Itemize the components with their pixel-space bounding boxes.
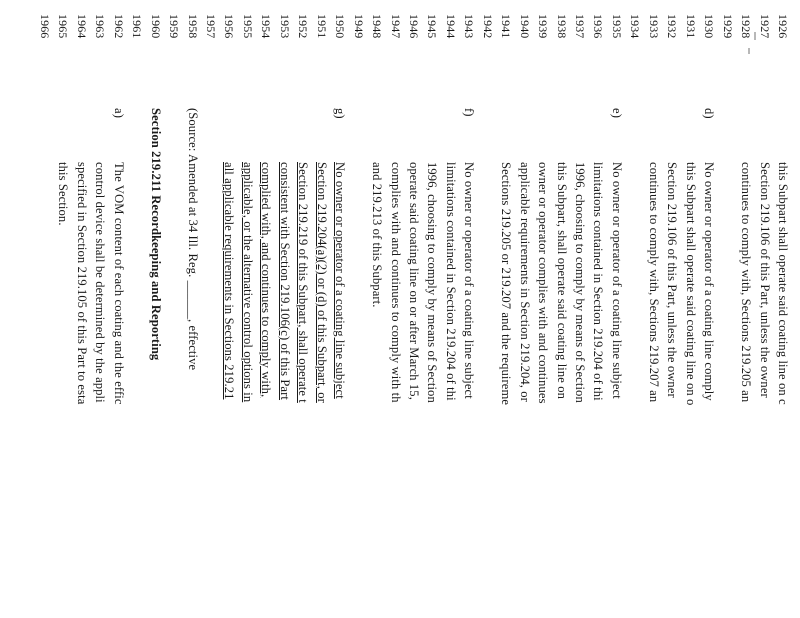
paragraph-line: Section 219.204(a)(2) or (d) of this Subpart, or bbox=[314, 162, 329, 403]
paragraph-line: Section 219.219 of this Subpart, shall operate t bbox=[296, 162, 311, 403]
paragraph-line: this Subpart shall operate said coating line on o bbox=[683, 162, 698, 406]
line-number: 1962 bbox=[111, 14, 126, 39]
paragraph-line: complies with and continues to comply with th bbox=[388, 162, 403, 403]
paragraph-line: limitations contained in Section 219.204 of thi bbox=[443, 162, 458, 401]
line-number: 1951 bbox=[314, 14, 329, 39]
paragraph-label: a) bbox=[111, 108, 126, 118]
line-number: 1948 bbox=[370, 14, 385, 39]
line-number: 1966 bbox=[38, 14, 52, 39]
paragraph-label: g) bbox=[333, 108, 348, 119]
scan-mark bbox=[748, 48, 750, 54]
paragraph-line: The VOM content of each coating and the effic bbox=[111, 162, 126, 405]
line-number: 1946 bbox=[407, 14, 421, 39]
line-number: 1936 bbox=[591, 14, 606, 39]
line-number: 1929 bbox=[720, 14, 735, 39]
line-number: 1940 bbox=[517, 14, 532, 39]
line-number: 1934 bbox=[628, 14, 643, 39]
paragraph-line: No owner or operator of a coating line comply bbox=[702, 162, 717, 401]
line-number: 1952 bbox=[296, 14, 311, 39]
section-heading: Section 219.211 Recordkeeping and Reporting bbox=[148, 108, 163, 361]
paragraph-label: d) bbox=[702, 108, 717, 119]
paragraph-line: and 219.213 of this Subpart. bbox=[370, 162, 385, 308]
line-number: 1930 bbox=[702, 14, 717, 39]
paragraph-line: all applicable requirements in Sections 219.21 bbox=[222, 162, 237, 400]
line-number: 1937 bbox=[573, 14, 588, 39]
paragraph-line: control device shall be determined by the appli bbox=[93, 162, 108, 403]
paragraph-line: No owner or operator of a coating line subject bbox=[333, 162, 348, 399]
line-number: 1943 bbox=[462, 14, 477, 39]
line-number: 1941 bbox=[499, 14, 514, 39]
paragraph-line: Section 219.106 of this Part, unless the owner bbox=[665, 162, 680, 398]
paragraph-line: operate said coating line on or after March 15, bbox=[407, 162, 421, 400]
line-number: 1960 bbox=[148, 14, 163, 39]
line-number: 1945 bbox=[425, 14, 440, 39]
paragraph-line: this Subpart, shall operate said coating line on bbox=[554, 162, 569, 400]
paragraph-line: 1996, choosing to comply by means of Section bbox=[573, 162, 588, 403]
line-number: 1932 bbox=[665, 14, 680, 39]
line-number: 1955 bbox=[240, 14, 255, 39]
line-number: 1938 bbox=[554, 14, 569, 39]
line-number: 1963 bbox=[93, 14, 108, 39]
line-number: 1928 bbox=[739, 14, 754, 39]
scan-mark bbox=[754, 32, 756, 40]
paragraph-line: applicable, or the alternative control options in bbox=[240, 162, 255, 403]
line-number: 1942 bbox=[480, 14, 495, 39]
line-number: 1926 bbox=[776, 14, 790, 39]
line-number: 1957 bbox=[204, 14, 219, 39]
line-number: 1958 bbox=[185, 14, 200, 39]
paragraph-label: f) bbox=[462, 108, 477, 117]
line-number: 1927 bbox=[757, 14, 772, 39]
line-number: 1935 bbox=[609, 14, 624, 39]
line-number: 1949 bbox=[351, 14, 366, 39]
line-number: 1944 bbox=[443, 14, 458, 39]
paragraph-label: e) bbox=[609, 108, 624, 118]
line-number: 1950 bbox=[333, 14, 348, 39]
line-number: 1964 bbox=[74, 14, 89, 39]
line-number: 1931 bbox=[683, 14, 698, 39]
paragraph-line: continues to comply with, Sections 219.205 an bbox=[739, 162, 754, 403]
paragraph-line: continues to comply with, Sections 219.207 an bbox=[646, 162, 661, 403]
paragraph-line: No owner or operator of a coating line subject bbox=[609, 162, 624, 399]
paragraph-line: this Subpart shall operate said coating line on c bbox=[776, 162, 790, 405]
paragraph-line: 1996, choosing to comply by means of Section bbox=[425, 162, 440, 403]
paragraph-line: owner or operator complies with and continues bbox=[536, 162, 551, 404]
paragraph-line: limitations contained in Section 219.204 of thi bbox=[591, 162, 606, 401]
line-number: 1933 bbox=[646, 14, 661, 39]
paragraph-line: applicable requirements in Section 219.204, or bbox=[517, 162, 532, 402]
line-number: 1947 bbox=[388, 14, 403, 39]
paragraph-line: No owner or operator of a coating line subject bbox=[462, 162, 477, 399]
line-number: 1959 bbox=[167, 14, 182, 39]
paragraph-line: Sections 219.205 or 219.207 and the requireme bbox=[499, 162, 514, 406]
paragraph-line: specified in Section 219.105 of this Part to esta bbox=[74, 162, 89, 405]
line-number: 1961 bbox=[130, 14, 145, 39]
line-number: 1953 bbox=[277, 14, 292, 39]
line-number: 1939 bbox=[536, 14, 551, 39]
paragraph-line: Section 219.106 of this Part, unless the owner bbox=[757, 162, 772, 398]
line-number: 1954 bbox=[259, 14, 274, 39]
paragraph-line: consistent with Section 219.106(c) of this Part bbox=[277, 162, 292, 401]
paragraph-line: complied with, and continues to comply with, bbox=[259, 162, 274, 398]
line-number: 1965 bbox=[56, 14, 71, 39]
source-note: (Source: Amended at 34 Ill. Reg. ______, effective bbox=[185, 108, 200, 371]
paragraph-line: this Section. bbox=[56, 162, 71, 226]
line-number: 1956 bbox=[222, 14, 237, 39]
